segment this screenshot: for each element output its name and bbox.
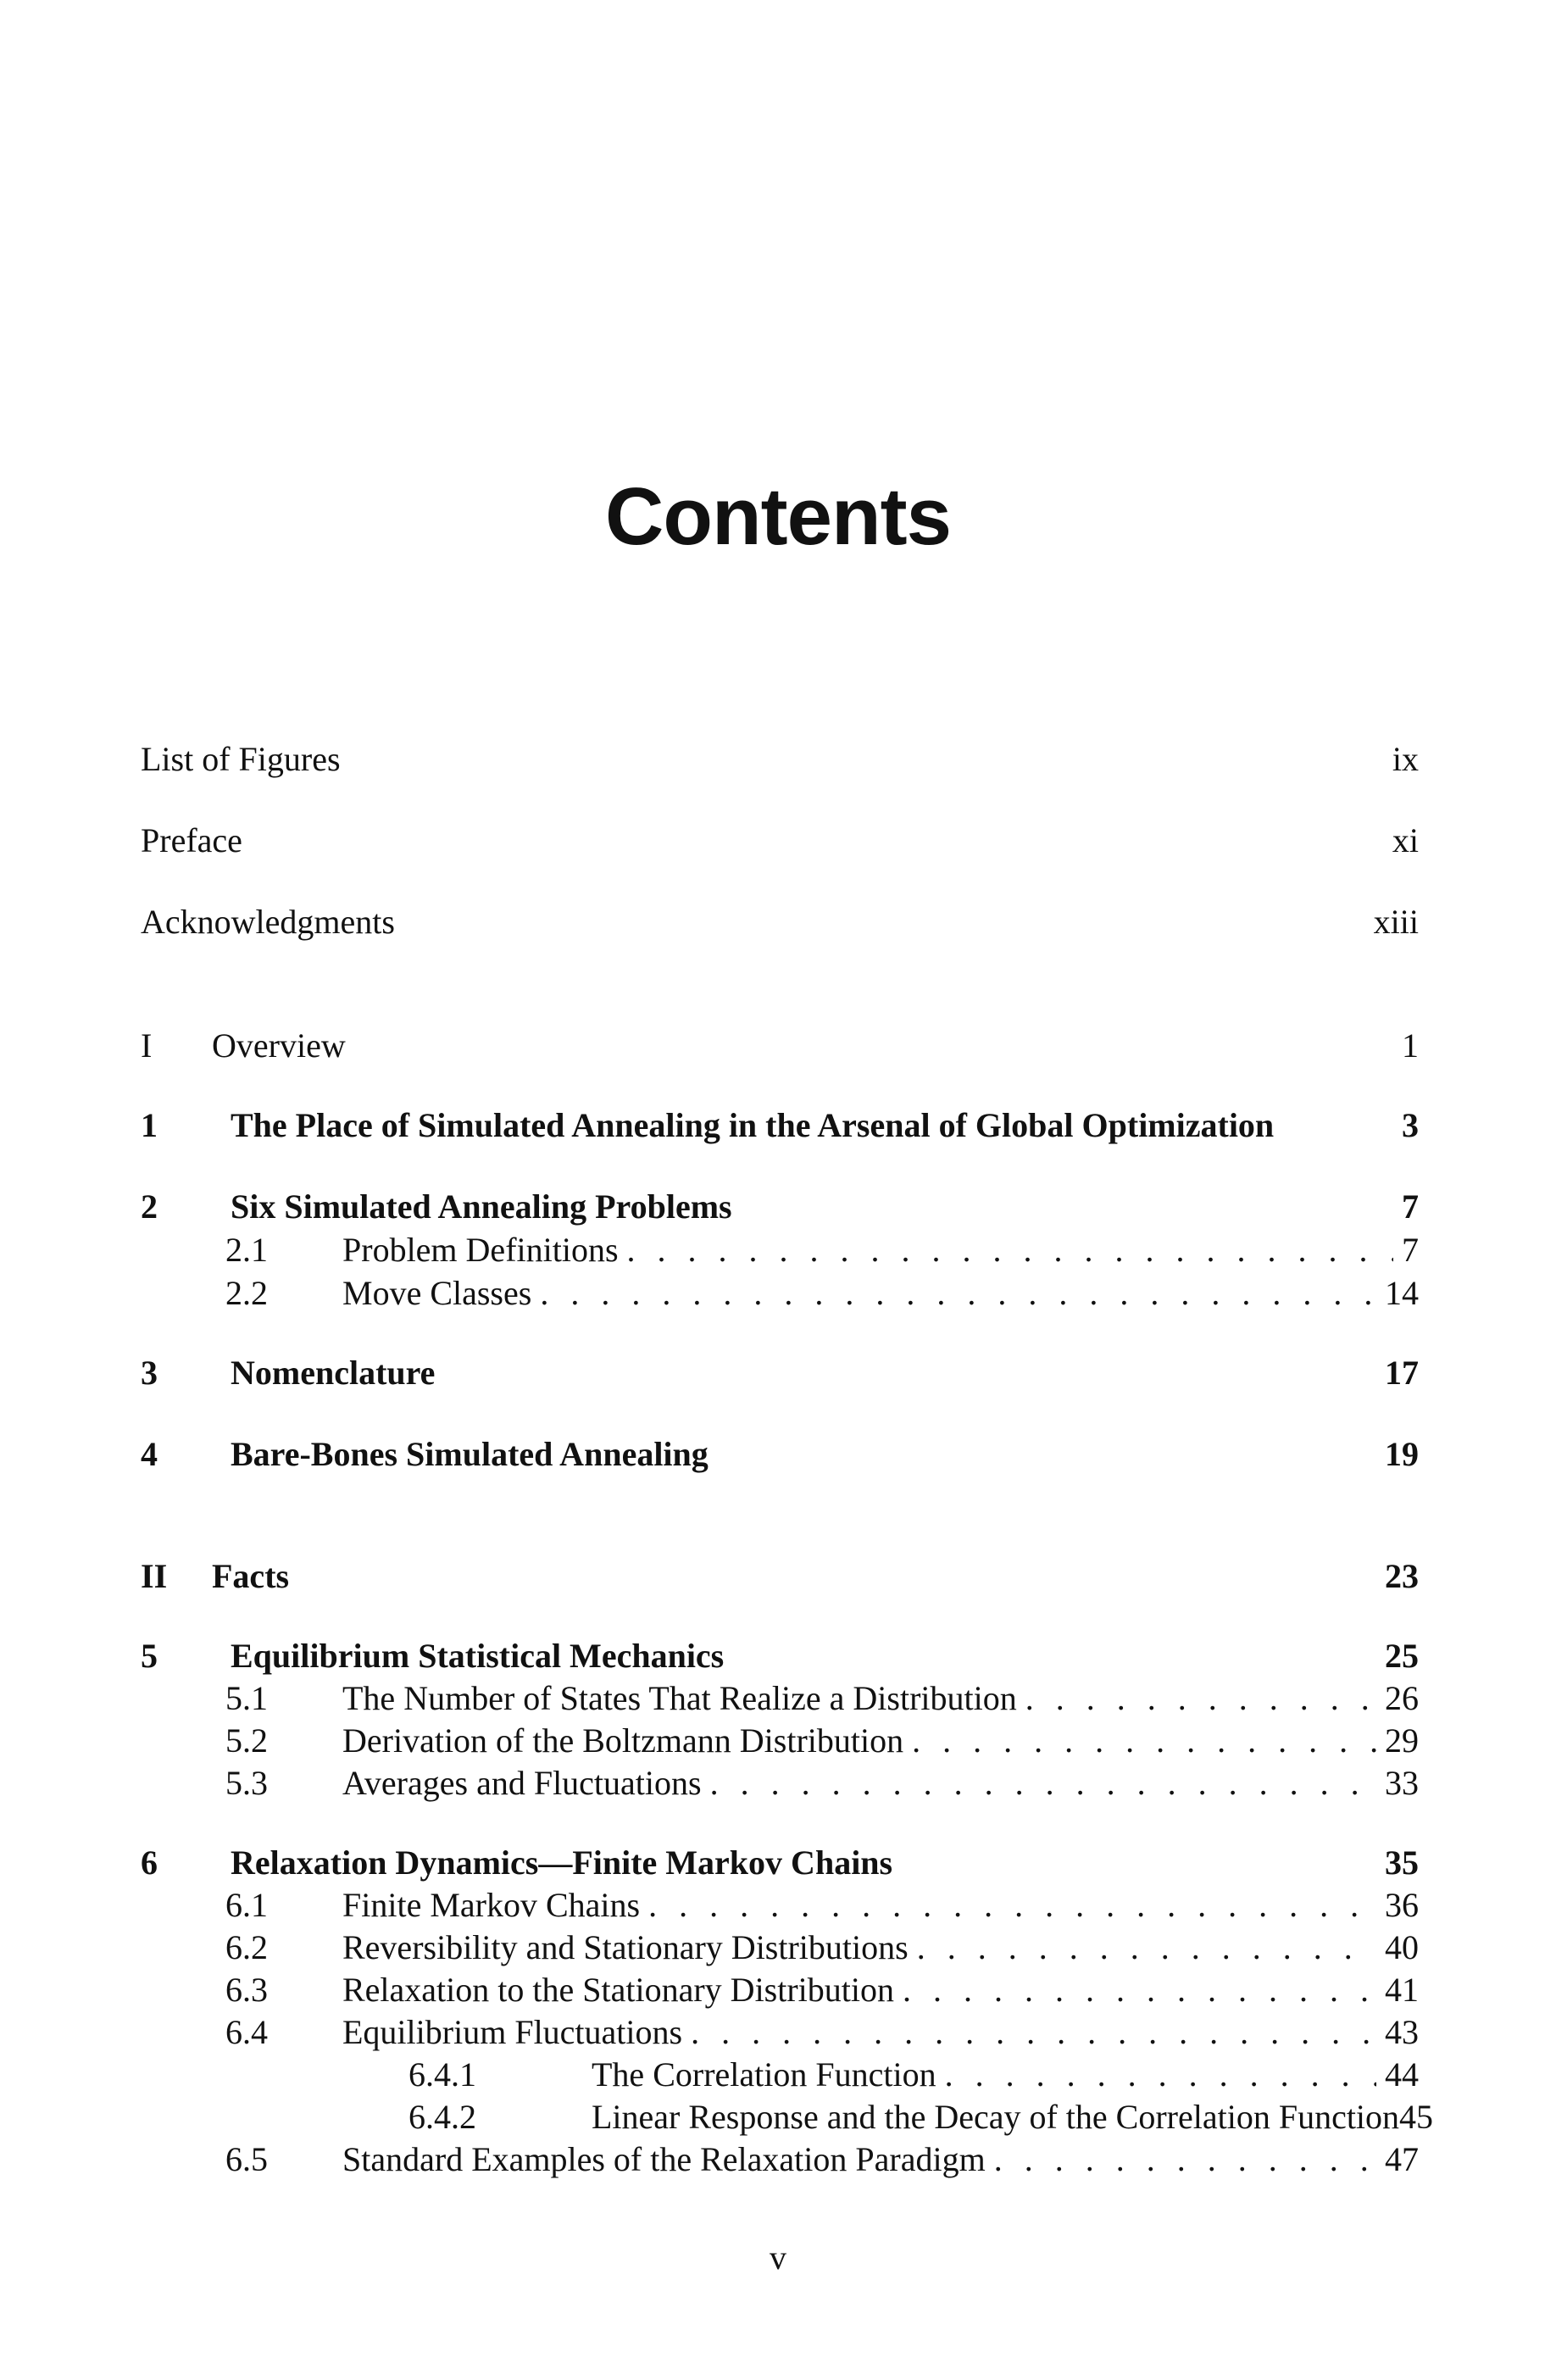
toc-section-5-1[interactable] xyxy=(141,1677,1419,1721)
dot-leader xyxy=(917,1926,1376,1970)
toc-chapter-3[interactable] xyxy=(141,1351,1419,1395)
toc-section-6-2[interactable] xyxy=(141,1926,1419,1970)
section-title: Finite Markov Chains xyxy=(342,1886,641,1924)
toc-section-6-4[interactable] xyxy=(141,2010,1419,2055)
section-page: 40 xyxy=(1385,1928,1419,1966)
section-page: 47 xyxy=(1385,2140,1419,2178)
part-title: Facts xyxy=(212,1557,290,1595)
section-number: 5.3 xyxy=(225,1764,268,1802)
section-page: 7 xyxy=(1402,1231,1419,1269)
toc-entry-preface[interactable] xyxy=(141,819,1419,863)
subsection-number: 6.4.1 xyxy=(408,2055,476,2094)
section-title: Relaxation to the Stationary Distribution xyxy=(342,1971,895,2009)
subsection-page: 44 xyxy=(1385,2055,1419,2094)
section-page: 36 xyxy=(1385,1886,1419,1924)
part-number: II xyxy=(141,1557,168,1595)
section-number: 6.2 xyxy=(225,1928,268,1966)
toc-section-2-2[interactable] xyxy=(141,1271,1419,1315)
section-page: 41 xyxy=(1385,1971,1419,2009)
dot-leader xyxy=(540,1271,1376,1315)
dot-leader xyxy=(627,1228,1393,1272)
toc-subsection-6-4-2[interactable] xyxy=(141,2095,1434,2139)
chapter-title: Nomenclature xyxy=(231,1354,436,1392)
section-page: 43 xyxy=(1385,2013,1419,2051)
dot-leader xyxy=(710,1761,1376,1805)
entry-title: List of Figures xyxy=(141,740,341,778)
subsection-number: 6.4.2 xyxy=(408,2098,476,2136)
toc-section-6-5[interactable] xyxy=(141,2138,1419,2182)
toc-chapter-5[interactable] xyxy=(141,1634,1419,1678)
section-page: 33 xyxy=(1385,1764,1419,1802)
section-number: 5.2 xyxy=(225,1721,268,1760)
chapter-number: 4 xyxy=(141,1435,158,1473)
section-page: 14 xyxy=(1385,1274,1419,1312)
chapter-title: Relaxation Dynamics—Finite Markov Chains xyxy=(231,1843,893,1882)
section-title: Equilibrium Fluctuations xyxy=(342,2013,683,2051)
section-title: The Number of States That Realize a Distribution xyxy=(342,1679,1017,1717)
subsection-title: The Correlation Function xyxy=(592,2055,936,2094)
chapter-number: 6 xyxy=(141,1843,158,1882)
entry-page: xiii xyxy=(1373,903,1419,941)
subsection-page: 45 xyxy=(1399,2098,1434,2136)
chapter-title: Bare-Bones Simulated Annealing xyxy=(231,1435,709,1473)
section-page: 26 xyxy=(1385,1679,1419,1717)
chapter-page: 19 xyxy=(1385,1435,1419,1473)
dot-leader xyxy=(912,1719,1376,1763)
section-number: 6.5 xyxy=(225,2140,268,2178)
section-number: 2.1 xyxy=(225,1231,268,1269)
entry-page: xi xyxy=(1392,821,1419,859)
toc-chapter-1[interactable] xyxy=(141,1104,1419,1148)
chapter-number: 2 xyxy=(141,1187,158,1226)
section-page: 29 xyxy=(1385,1721,1419,1760)
section-number: 2.2 xyxy=(225,1274,268,1312)
dot-leader xyxy=(994,2138,1376,2182)
section-title: Derivation of the Boltzmann Distribution xyxy=(342,1721,904,1760)
chapter-number: 1 xyxy=(141,1106,158,1144)
toc-section-2-1[interactable] xyxy=(141,1228,1419,1272)
part-page: 1 xyxy=(1402,1026,1419,1065)
chapter-page: 3 xyxy=(1402,1106,1419,1144)
chapter-page: 25 xyxy=(1385,1637,1419,1675)
dot-leader xyxy=(903,1968,1376,2012)
section-number: 6.3 xyxy=(225,1971,268,2009)
toc-part-overview[interactable] xyxy=(141,1024,1419,1068)
subsection-title: Linear Response and the Decay of the Correlation Function xyxy=(592,2098,1400,2136)
chapter-page: 35 xyxy=(1385,1843,1419,1882)
page-title: Contents xyxy=(605,471,951,562)
section-title: Problem Definitions xyxy=(342,1231,619,1269)
chapter-number: 5 xyxy=(141,1637,158,1675)
entry-title: Preface xyxy=(141,821,242,859)
section-number: 6.1 xyxy=(225,1886,268,1924)
dot-leader xyxy=(691,2010,1376,2055)
section-title: Standard Examples of the Relaxation Paradigm xyxy=(342,2140,986,2178)
dot-leader xyxy=(1025,1677,1376,1721)
toc-section-5-2[interactable] xyxy=(141,1719,1419,1763)
part-number: I xyxy=(141,1026,153,1065)
chapter-page: 17 xyxy=(1385,1354,1419,1392)
section-title: Reversibility and Stationary Distributions xyxy=(342,1928,909,1966)
part-title: Overview xyxy=(212,1026,346,1065)
toc-section-6-3[interactable] xyxy=(141,1968,1419,2012)
part-page: 23 xyxy=(1385,1557,1419,1595)
section-title: Averages and Fluctuations xyxy=(342,1764,702,1802)
dot-leader xyxy=(945,2053,1376,2097)
toc-section-6-1[interactable] xyxy=(141,1883,1419,1927)
chapter-page: 7 xyxy=(1402,1187,1419,1226)
entry-page: ix xyxy=(1392,740,1419,778)
toc-chapter-4[interactable] xyxy=(141,1432,1419,1476)
dot-leader xyxy=(648,1883,1376,1927)
toc-subsection-6-4-1[interactable] xyxy=(141,2053,1419,2097)
toc-section-5-3[interactable] xyxy=(141,1761,1419,1805)
section-title: Move Classes xyxy=(342,1274,532,1312)
toc-chapter-2[interactable] xyxy=(141,1185,1419,1229)
toc-entry-acknowledgments[interactable] xyxy=(141,900,1419,944)
toc-chapter-6[interactable] xyxy=(141,1841,1419,1885)
section-number: 5.1 xyxy=(225,1679,268,1717)
chapter-number: 3 xyxy=(141,1354,158,1392)
chapter-title: Six Simulated Annealing Problems xyxy=(231,1187,732,1226)
toc-entry-list-of-figures[interactable] xyxy=(141,737,1419,781)
chapter-title: The Place of Simulated Annealing in the Arsenal of Global Optimization xyxy=(231,1106,1275,1144)
toc-part-facts[interactable] xyxy=(141,1554,1419,1599)
page-number: v xyxy=(770,2238,786,2277)
chapter-title: Equilibrium Statistical Mechanics xyxy=(231,1637,725,1675)
entry-title: Acknowledgments xyxy=(141,903,395,941)
section-number: 6.4 xyxy=(225,2013,268,2051)
